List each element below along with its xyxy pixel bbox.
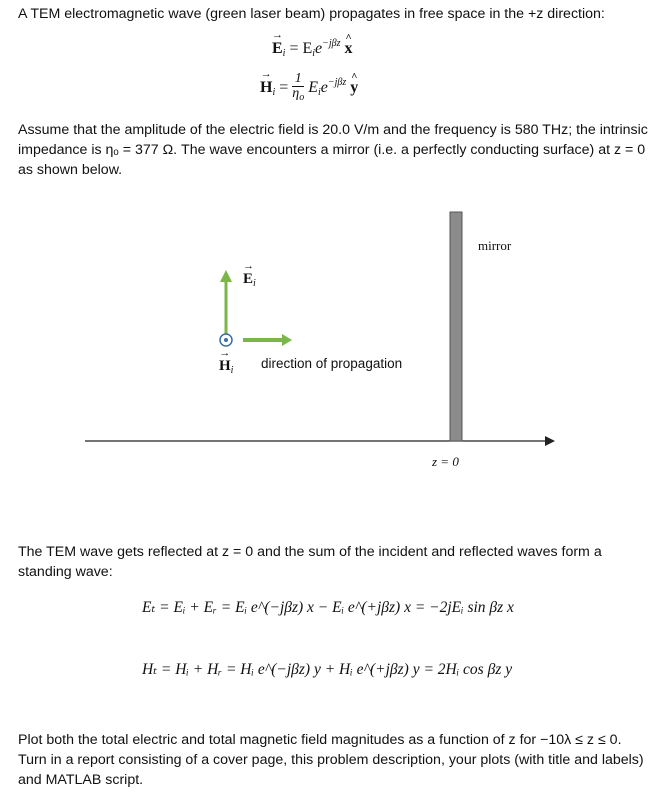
equation-h-total: Hₜ = Hᵢ + Hᵣ = Hᵢ e^(−jβz) y + Hᵢ e^(+jβz) y = 2Hᵢ cos βz y [142,661,513,678]
equation-h-incident: → $H_i$ = $\frac{1}{\eta_o}$ $E_ie^{-j\beta z}$ ^ y [260,72,358,105]
e-field-label: → $E_i$ [243,271,256,289]
h-field-dot [224,338,228,342]
intro-text: A TEM electromagnetic wave (green laser beam) propagates in free space in the +z direction: [18,6,605,22]
h-field-label: → $H_i$ [219,358,233,376]
z-zero-label: z = 0 [432,454,459,469]
e-field-arrowhead [220,270,232,282]
plot-instructions: Plot both the total electric and total magnetic field magnitudes as a function of z for −10λ ≤ z ≤ 0. Turn in a report consisting of a cover page, this problem description, your plots (with title and labels) and MATLAB script. [18,732,644,788]
mirror-label: mirror [478,238,512,253]
z-axis-arrowhead [545,436,555,446]
reflection-text: The TEM wave gets reflected at z = 0 and the sum of the incident and reflected waves form a standing wave: [18,544,602,580]
assumption-text: Assume that the amplitude of the electric field is 20.0 V/m and the frequency is 580 THz; the intrinsic impedance is ηₒ = 377 Ω. The wave encounters a mirror (i.e. a perfectly conducting surface) at z = 0 as shown below. [18,122,648,178]
equation-e-incident: → $E_i = E_ie^{-j\beta z}$ ^ x [272,38,353,59]
propagation-arrowhead [282,334,292,346]
equation-e-total: Eₜ = Eᵢ + Eᵣ = Eᵢ e^(−jβz) x − Eᵢ e^(+jβz) x = −2jEᵢ sin βz x [142,599,514,616]
wave-diagram [0,200,663,480]
propagation-label: direction of propagation [261,356,403,371]
mirror-surface [450,212,462,441]
